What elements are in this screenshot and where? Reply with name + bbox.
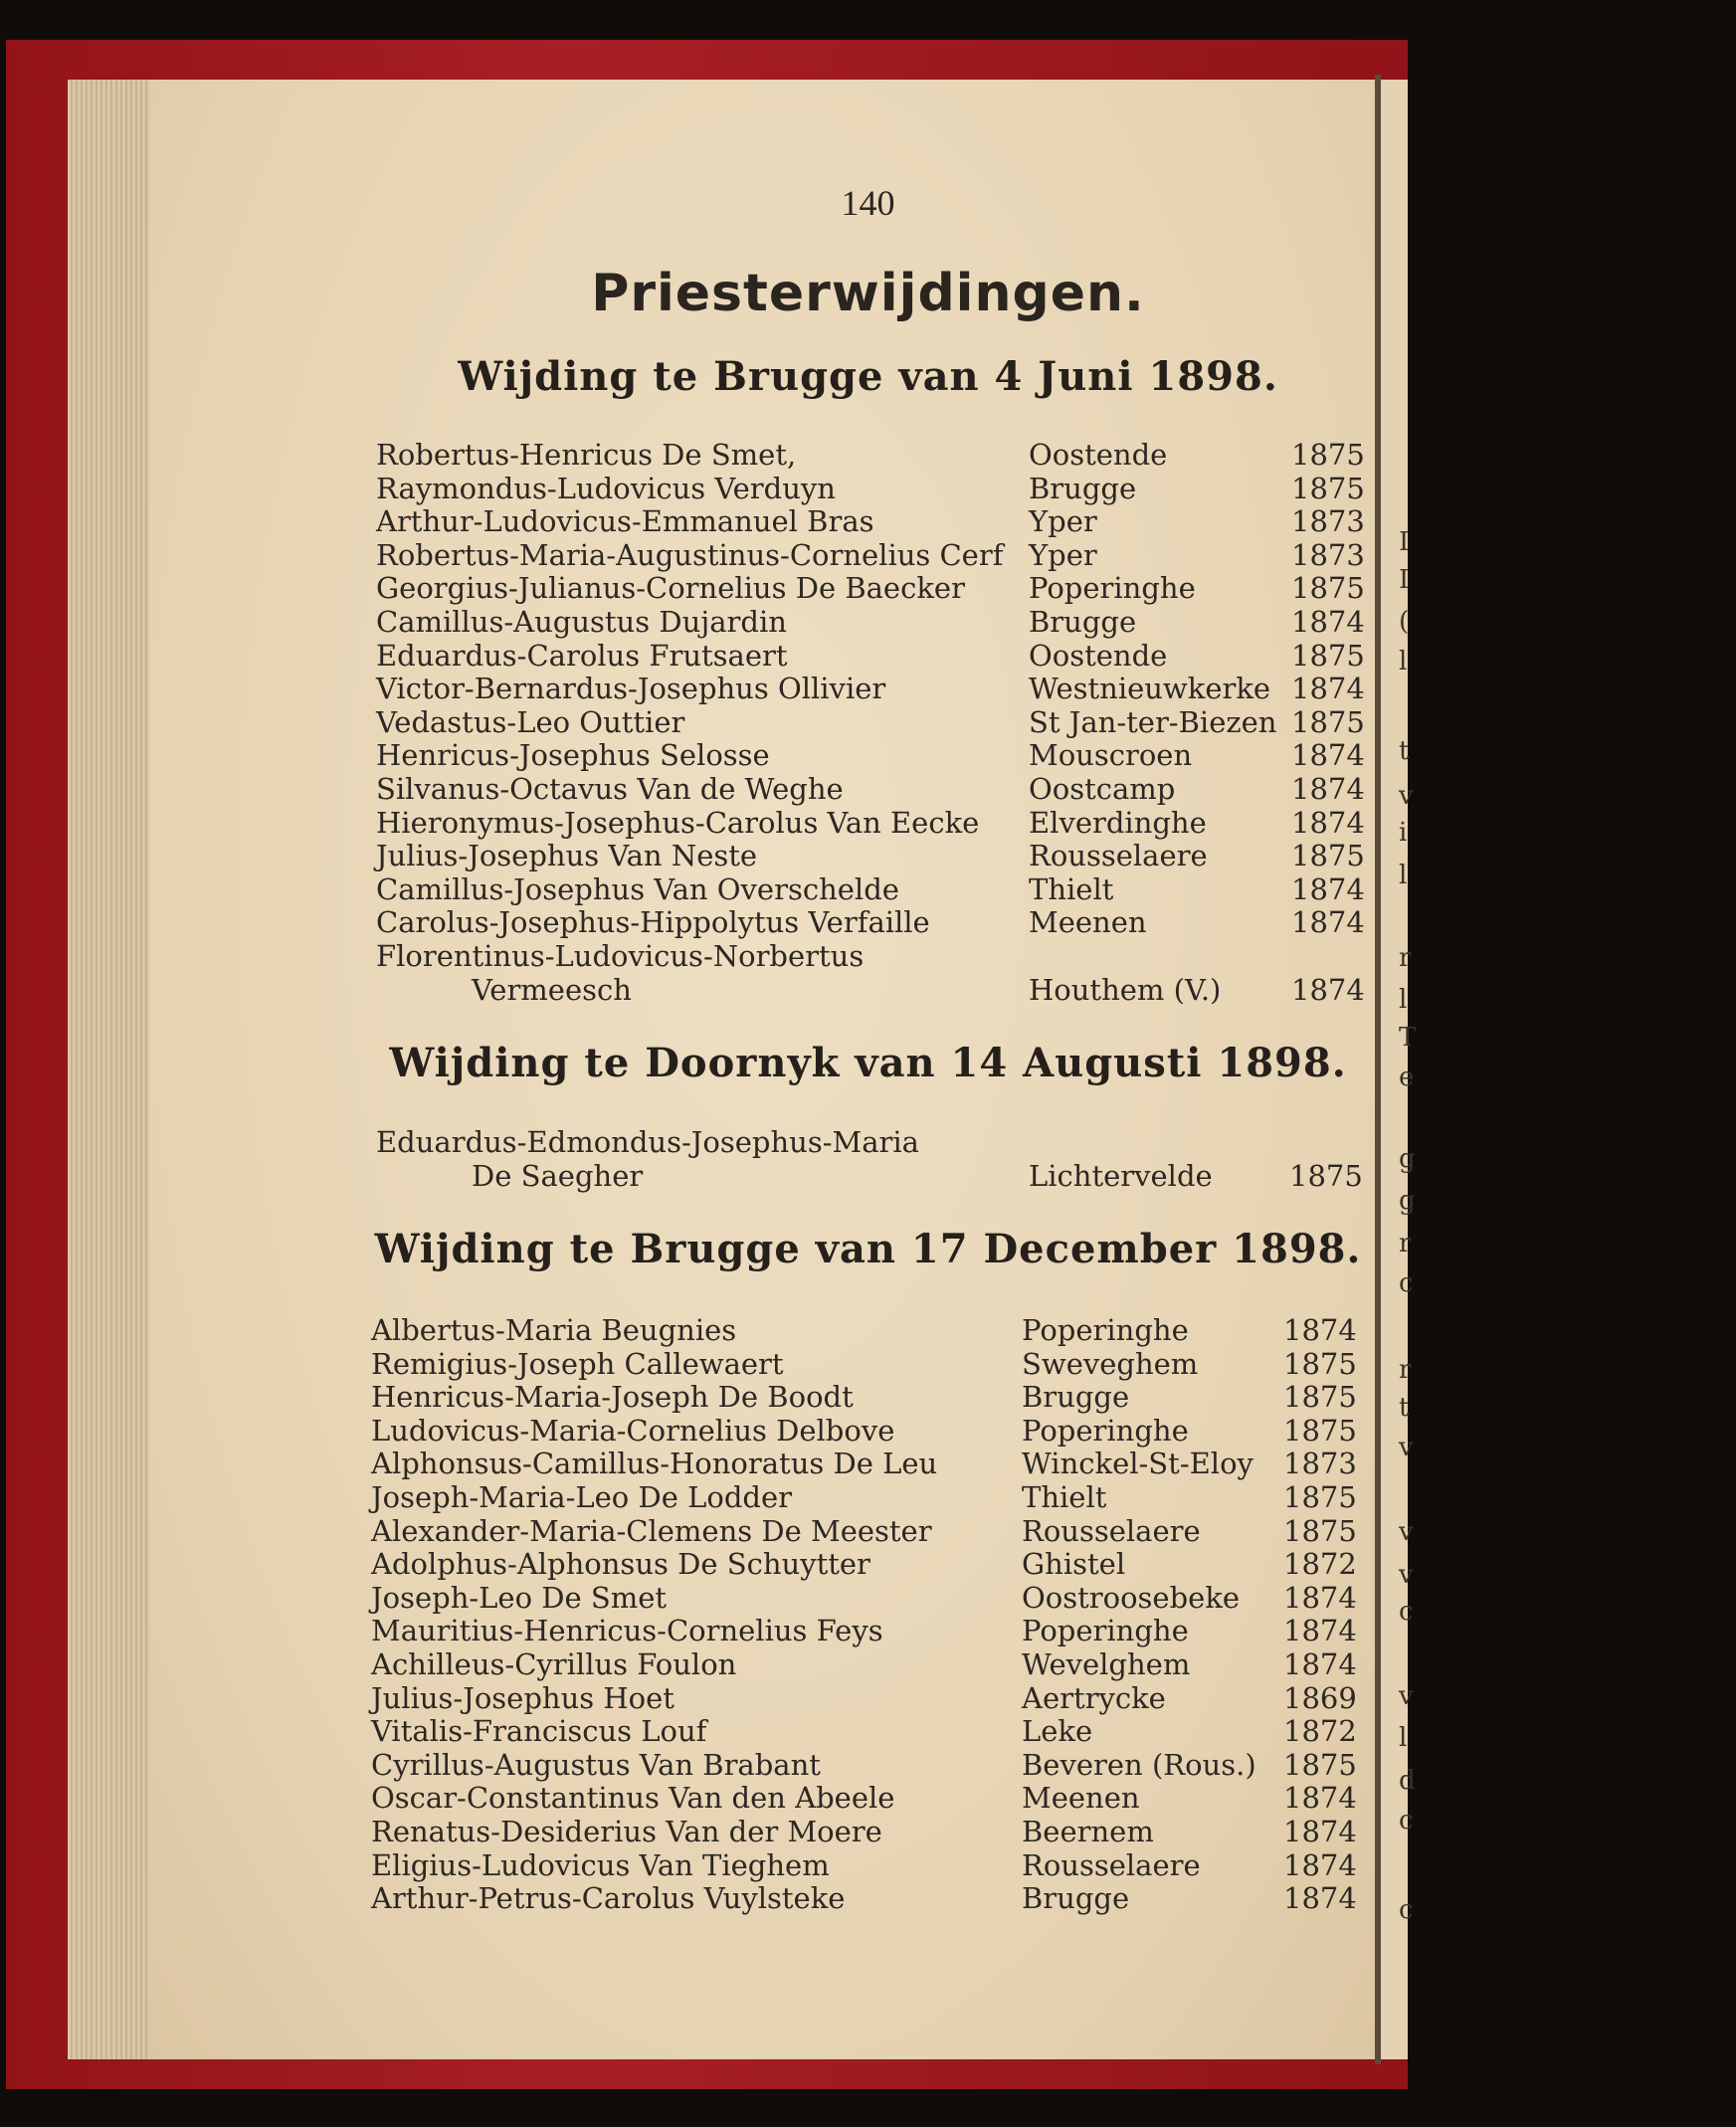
- adjacent-page-letter: g: [1399, 1144, 1416, 1174]
- entry-name: Adolphus-Alphonsus De Schuytter: [371, 1547, 870, 1582]
- entry-name: Eduardus-Carolus Frutsaert: [376, 638, 788, 673]
- adjacent-page-letter: l: [1399, 861, 1408, 890]
- entry-year: 1874: [1291, 805, 1365, 840]
- entry-year: 1874: [1291, 672, 1365, 706]
- ordination-entry: [0, 538, 1373, 572]
- ordination-entry: [0, 1125, 1373, 1193]
- entry-place: Oostcamp: [1029, 772, 1176, 806]
- adjacent-page-letter: v: [1399, 1517, 1414, 1547]
- entry-year: 1874: [1283, 1847, 1357, 1882]
- section-heading: Wijding te Doornyk van 14 Augusti 1898.: [389, 1040, 1347, 1086]
- entry-name: Hieronymus-Josephus-Carolus Van Eecke: [376, 805, 980, 840]
- ordination-entry: [0, 1380, 1373, 1414]
- entry-year: 1874: [1291, 972, 1365, 1007]
- entry-place: Brugge: [1022, 1881, 1130, 1916]
- entry-place: Brugge: [1022, 1380, 1130, 1415]
- entry-place: Yper: [1029, 537, 1097, 572]
- page-title: Priesterwijdingen.: [591, 264, 1145, 323]
- ordination-entry: [0, 872, 1373, 906]
- entry-year: 1874: [1283, 1781, 1357, 1816]
- ordination-entry: [0, 705, 1373, 739]
- entry-name: Renatus-Desiderius Van der Moere: [371, 1815, 882, 1848]
- entry-year: 1874: [1291, 871, 1365, 906]
- entry-place: Yper: [1029, 504, 1097, 539]
- ordination-entry: [0, 806, 1373, 840]
- ordination-entry: [0, 1447, 1373, 1480]
- adjacent-page-letter: v: [1399, 781, 1414, 811]
- entry-year: 1874: [1283, 1313, 1357, 1347]
- adjacent-page-letter: I: [1399, 527, 1410, 557]
- entry-name: Oscar-Constantinus Van den Abeele: [371, 1781, 895, 1816]
- entry-place: Wevelghem: [1022, 1647, 1191, 1681]
- ordination-entry: [0, 1748, 1373, 1782]
- adjacent-page-letter: t: [1399, 1393, 1410, 1423]
- entry-year: 1875: [1291, 571, 1365, 606]
- entry-place: Brugge: [1029, 605, 1137, 639]
- entry-name: Julius-Josephus Van Neste: [376, 839, 758, 873]
- ordination-entry: [0, 1815, 1373, 1848]
- entry-name: Robertus-Maria-Augustinus-Cornelius Cerf: [376, 537, 1004, 572]
- entry-name: Julius-Josephus Hoet: [371, 1680, 675, 1715]
- entry-year: 1874: [1291, 905, 1365, 940]
- entry-year: 1875: [1283, 1513, 1357, 1548]
- ordination-entry: [0, 905, 1373, 939]
- entry-place: Poperinghe: [1022, 1413, 1189, 1448]
- entry-year: 1873: [1291, 504, 1365, 539]
- entry-place: Mouscroen: [1029, 738, 1193, 773]
- entry-name: Eduardus-Edmondus-Josephus-Maria: [376, 1125, 919, 1159]
- entry-name: Henricus-Maria-Joseph De Boodt: [371, 1380, 854, 1415]
- entry-year: 1875: [1283, 1380, 1357, 1415]
- entry-year: 1875: [1291, 839, 1365, 873]
- entry-name: Joseph-Leo De Smet: [371, 1580, 668, 1615]
- entry-year: 1874: [1283, 1614, 1357, 1648]
- entry-name: Raymondus-Ludovicus Verduyn: [376, 471, 836, 505]
- entry-name-continuation: Vermeesch: [472, 972, 632, 1007]
- entry-name: Camillus-Josephus Van Overschelde: [376, 871, 899, 906]
- adjacent-page-letter: c: [1399, 1268, 1414, 1298]
- entry-place: Meenen: [1022, 1781, 1140, 1816]
- entry-place: Oostroosebeke: [1022, 1580, 1241, 1615]
- entry-name: Arthur-Petrus-Carolus Vuylsteke: [371, 1881, 846, 1916]
- page-number: 140: [841, 183, 895, 223]
- adjacent-page-letter: r: [1399, 1229, 1412, 1258]
- entry-place: Rousselaere: [1029, 839, 1208, 873]
- entry-name: Joseph-Maria-Leo De Lodder: [371, 1480, 792, 1514]
- entry-year: 1874: [1283, 1647, 1357, 1681]
- entry-year: 1875: [1289, 1158, 1363, 1193]
- entry-place: Rousselaere: [1022, 1847, 1201, 1882]
- entry-name: Mauritius-Henricus-Cornelius Feys: [371, 1614, 883, 1648]
- entry-year: 1874: [1283, 1580, 1357, 1615]
- adjacent-page-letter: (: [1399, 607, 1410, 637]
- entry-year: 1874: [1291, 772, 1365, 806]
- section-heading: Wijding te Brugge van 4 Juni 1898.: [458, 353, 1278, 400]
- adjacent-page-letter: e: [1399, 1063, 1415, 1092]
- entry-year: 1869: [1283, 1680, 1357, 1715]
- entry-year: 1875: [1283, 1747, 1357, 1782]
- adjacent-page-letter: g: [1399, 1186, 1416, 1216]
- entry-year: 1875: [1283, 1413, 1357, 1448]
- ordination-entry: [0, 772, 1373, 806]
- ordination-entry: [0, 1414, 1373, 1448]
- entry-place: Aertrycke: [1022, 1680, 1166, 1715]
- entry-year: 1875: [1291, 638, 1365, 673]
- entry-year: 1874: [1291, 605, 1365, 639]
- entry-name: Alexander-Maria-Clemens De Meester: [371, 1513, 932, 1548]
- entry-name: Arthur-Ludovicus-Emmanuel Bras: [376, 504, 874, 539]
- ordination-entry: [0, 1581, 1373, 1615]
- entry-place: Poperinghe: [1029, 571, 1196, 606]
- ordination-entry: [0, 939, 1373, 1007]
- entry-year: 1872: [1283, 1714, 1357, 1749]
- entry-name: Robertus-Henricus De Smet,: [376, 438, 797, 472]
- ordination-entry: [0, 1781, 1373, 1815]
- ordination-entry: [0, 1681, 1373, 1715]
- ordination-entry: [0, 571, 1373, 605]
- entry-place: Beernem: [1022, 1815, 1154, 1848]
- entry-place: Westnieuwkerke: [1029, 672, 1271, 706]
- entry-place: Oostende: [1029, 438, 1168, 472]
- entry-name: Albertus-Maria Beugnies: [371, 1313, 737, 1347]
- ordination-entry: [0, 1547, 1373, 1581]
- entry-place: Brugge: [1029, 471, 1137, 505]
- entry-place: Thielt: [1022, 1480, 1107, 1514]
- ordination-entry: [0, 672, 1373, 705]
- entry-name: Henricus-Josephus Selosse: [376, 738, 770, 773]
- ordination-entry: [0, 472, 1373, 505]
- adjacent-page-letter: c: [1399, 1895, 1414, 1925]
- ordination-entry: [0, 639, 1373, 673]
- ordination-entry: [0, 1714, 1373, 1748]
- adjacent-page-letter: i: [1399, 818, 1408, 848]
- adjacent-page-letter: v: [1399, 1681, 1414, 1711]
- entry-place: Oostende: [1029, 638, 1168, 673]
- entry-place: Sweveghem: [1022, 1346, 1199, 1381]
- entry-year: 1874: [1283, 1881, 1357, 1916]
- entry-name: Cyrillus-Augustus Van Brabant: [371, 1747, 821, 1782]
- section-heading: Wijding te Brugge van 17 December 1898.: [374, 1226, 1362, 1272]
- entry-place: Ghistel: [1022, 1547, 1126, 1582]
- adjacent-page-letter: d: [1399, 1766, 1416, 1796]
- entry-name: Camillus-Augustus Dujardin: [376, 605, 787, 639]
- entry-year: 1872: [1283, 1547, 1357, 1582]
- entry-name: Georgius-Julianus-Cornelius De Baecker: [376, 571, 965, 606]
- entry-year: 1873: [1291, 537, 1365, 572]
- entry-place: Thielt: [1029, 871, 1114, 906]
- entry-year: 1875: [1283, 1346, 1357, 1381]
- adjacent-page-letter: T: [1399, 1023, 1417, 1053]
- entry-name: Carolus-Josephus-Hippolytus Verfaille: [376, 905, 930, 940]
- adjacent-page-letter: v: [1399, 1433, 1414, 1462]
- entry-place: Poperinghe: [1022, 1313, 1189, 1347]
- adjacent-page-letter: r: [1399, 943, 1412, 973]
- entry-place: Leke: [1022, 1714, 1093, 1749]
- ordination-entry: [0, 504, 1373, 538]
- entry-name-continuation: De Saegher: [472, 1158, 644, 1193]
- entry-name: Achilleus-Cyrillus Foulon: [371, 1647, 737, 1681]
- entry-place: St Jan-ter-Biezen: [1029, 704, 1277, 739]
- adjacent-page-letter: I: [1399, 565, 1410, 595]
- ordination-entry: [0, 1614, 1373, 1647]
- ordination-entry: [0, 1848, 1373, 1882]
- ordination-entry: [0, 438, 1373, 472]
- entry-name: Vedastus-Leo Outtier: [376, 704, 685, 739]
- entry-name: Remigius-Joseph Callewaert: [371, 1346, 784, 1381]
- entry-name: Vitalis-Franciscus Louf: [371, 1714, 707, 1749]
- entry-year: 1875: [1291, 704, 1365, 739]
- ordination-entry: [0, 839, 1373, 872]
- entry-year: 1874: [1283, 1815, 1357, 1848]
- ordination-entry: [0, 1347, 1373, 1381]
- ordination-entry: [0, 738, 1373, 772]
- entry-place: Poperinghe: [1022, 1614, 1189, 1648]
- entry-year: 1874: [1291, 738, 1365, 773]
- adjacent-page-letter: c: [1399, 1597, 1414, 1627]
- adjacent-page-letter: l: [1399, 647, 1408, 677]
- entry-name: Ludovicus-Maria-Cornelius Delbove: [371, 1413, 895, 1448]
- adjacent-page-letter: l: [1399, 1723, 1408, 1753]
- entry-year: 1875: [1291, 438, 1365, 472]
- entry-name: Florentinus-Ludovicus-Norbertus: [376, 939, 865, 973]
- ordination-entry: [0, 1647, 1373, 1681]
- entry-name: Eligius-Ludovicus Van Tieghem: [371, 1847, 830, 1882]
- entry-name: Alphonsus-Camillus-Honoratus De Leu: [371, 1447, 938, 1481]
- ordination-entry: [0, 1313, 1373, 1347]
- ordination-entry: [0, 1514, 1373, 1548]
- ordination-entry: [0, 1480, 1373, 1514]
- entry-place: Elverdinghe: [1029, 805, 1207, 840]
- adjacent-page-letter: l: [1399, 985, 1408, 1015]
- entry-place: Rousselaere: [1022, 1513, 1201, 1548]
- entry-name: Victor-Bernardus-Josephus Ollivier: [376, 672, 886, 706]
- adjacent-page-letter: r: [1399, 1355, 1412, 1385]
- adjacent-page-letter: v: [1399, 1560, 1414, 1590]
- ordination-entry: [0, 1881, 1373, 1915]
- entry-year: 1873: [1283, 1447, 1357, 1481]
- entry-year: 1875: [1283, 1480, 1357, 1514]
- entry-place: Winckel-St-Eloy: [1022, 1447, 1254, 1481]
- entry-name: Silvanus-Octavus Van de Weghe: [376, 772, 844, 806]
- entry-place: Lichtervelde: [1029, 1158, 1213, 1193]
- entry-year: 1875: [1291, 471, 1365, 505]
- entry-place: Houthem (V.): [1029, 972, 1222, 1007]
- entry-place: Beveren (Rous.): [1022, 1747, 1256, 1782]
- entry-place: Meenen: [1029, 905, 1147, 940]
- adjacent-page-letter: c: [1399, 1806, 1414, 1836]
- adjacent-page-letter: t: [1399, 736, 1410, 766]
- ordination-entry: [0, 605, 1373, 639]
